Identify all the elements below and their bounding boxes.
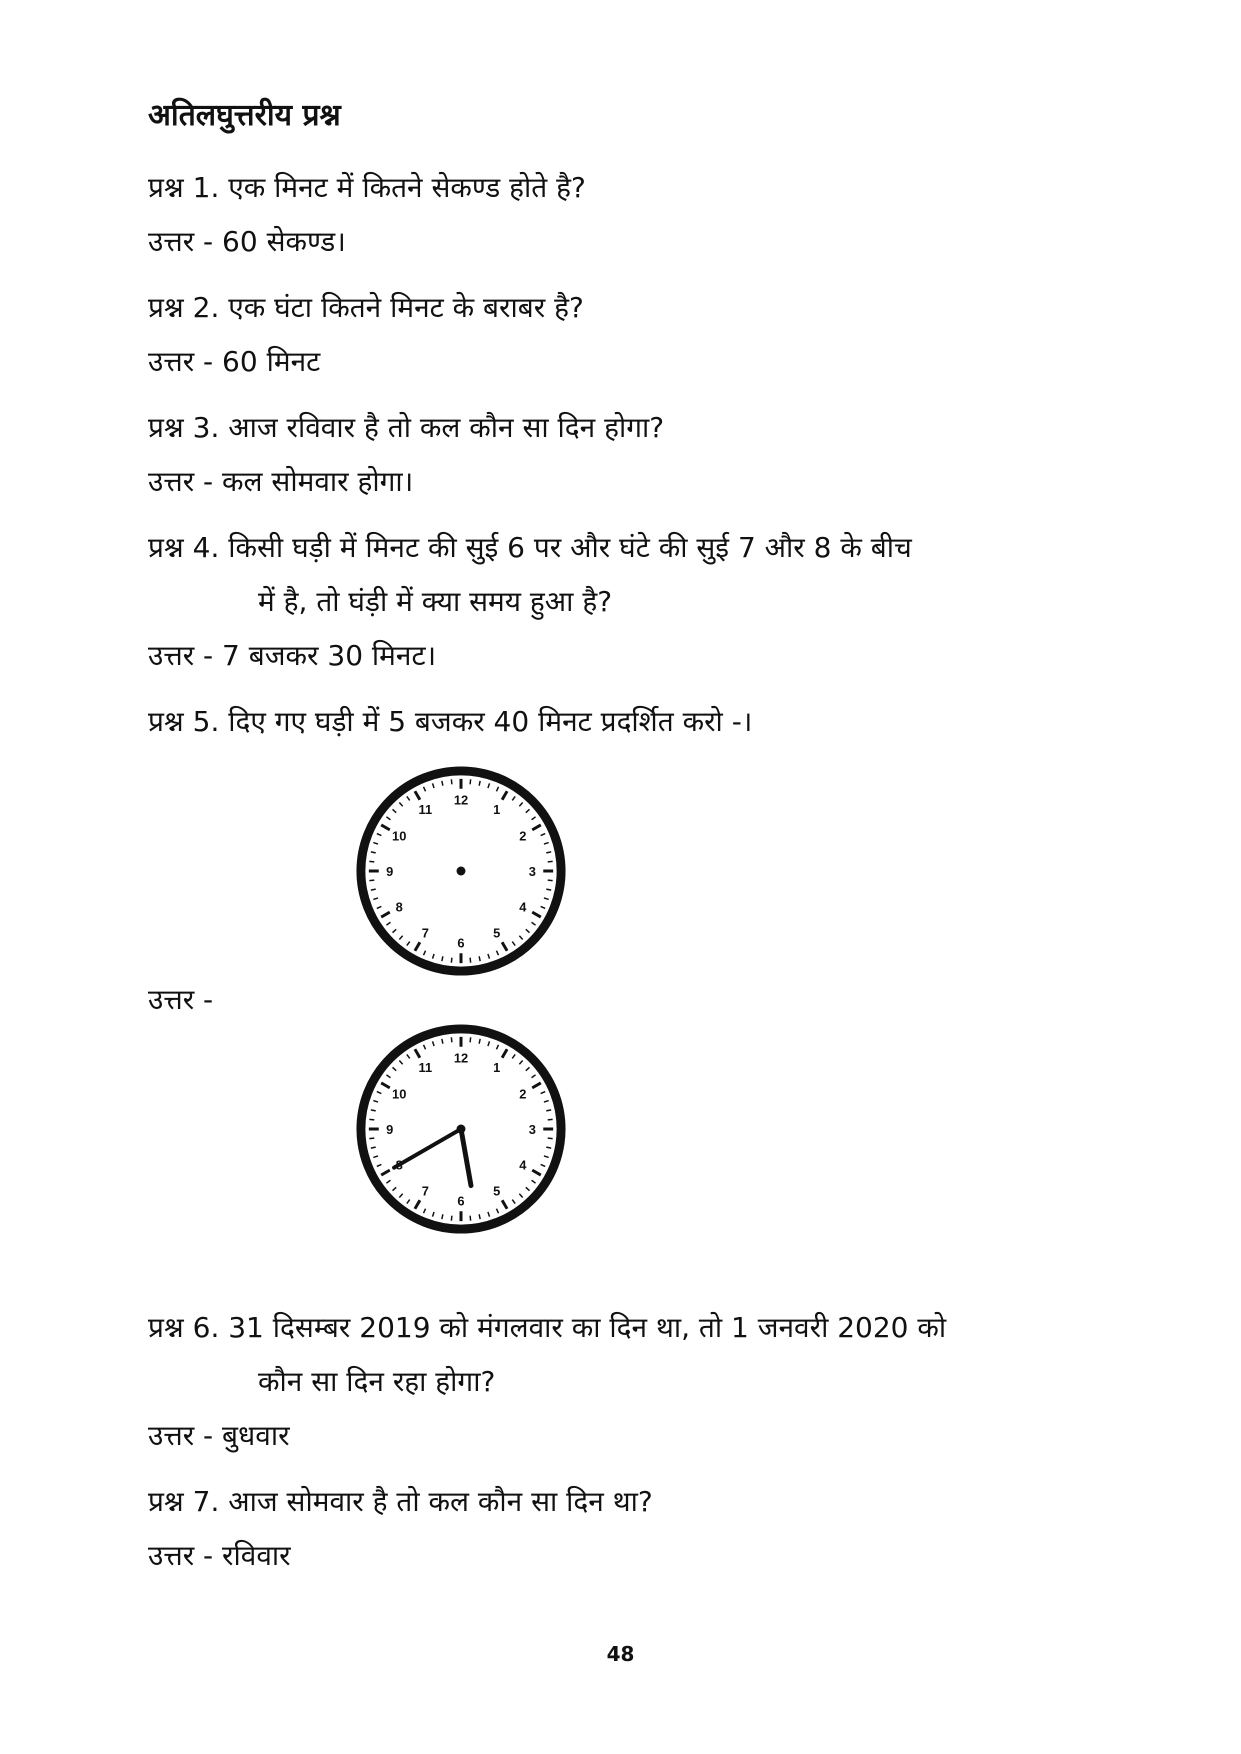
minute-tick — [470, 779, 471, 784]
question-5: प्रश्न 5. दिए गए घड़ी में 5 बजकर 40 मिनट प्रदर्शित करो -। — [148, 705, 753, 738]
minute-tick — [470, 1037, 471, 1042]
section-heading: अतिलघुत्तरीय प्रश्न — [148, 98, 341, 133]
question-6-line-2: कौन सा दिन रहा होगा? — [258, 1365, 496, 1398]
minute-tick — [546, 852, 551, 853]
clock-numeral: 7 — [421, 925, 429, 941]
clock-numeral: 3 — [528, 863, 536, 879]
minute-tick — [371, 852, 376, 853]
clock-numeral: 1 — [493, 1060, 501, 1076]
clock-numeral: 7 — [421, 1183, 429, 1199]
clock-numeral: 8 — [395, 899, 403, 915]
minute-tick — [470, 958, 471, 963]
minute-tick — [479, 1214, 480, 1219]
minute-tick — [470, 1216, 471, 1221]
minute-tick — [451, 1037, 452, 1042]
minute-tick — [451, 1216, 452, 1221]
clock-numeral: 11 — [418, 802, 433, 818]
question-3: प्रश्न 3. आज रविवार है तो कल कौन सा दिन होगा? — [148, 411, 665, 444]
clock-center-dot — [457, 867, 466, 876]
answer-7: उत्तर - रविवार — [148, 1539, 291, 1572]
clock-numeral: 10 — [392, 828, 407, 844]
answer-6: उत्तर - बुधवार — [148, 1419, 290, 1452]
minute-tick — [479, 781, 480, 786]
minute-tick — [369, 1138, 374, 1139]
question-6-line-1: प्रश्न 6. 31 दिसम्बर 2019 को मंगलवार का दिन था, तो 1 जनवरी 2020 को — [148, 1311, 947, 1344]
clock-numeral: 4 — [519, 899, 527, 915]
clock-numeral: 9 — [386, 1121, 394, 1137]
minute-tick — [442, 956, 443, 961]
clock-numeral: 12 — [453, 1050, 469, 1066]
clock-numeral: 2 — [519, 828, 527, 844]
minute-tick — [369, 861, 374, 862]
blank-clock-face — [352, 762, 570, 980]
clock-numeral: 12 — [453, 792, 469, 808]
answer-3: उत्तर - कल सोमवार होगा। — [148, 465, 414, 498]
clock-numeral: 6 — [457, 935, 465, 951]
clock-numeral: 5 — [493, 1183, 501, 1199]
minute-tick — [371, 1147, 376, 1148]
clock-numeral: 10 — [392, 1086, 407, 1102]
minute-tick — [369, 880, 374, 881]
clock-numeral: 2 — [519, 1086, 527, 1102]
answer-clock-face — [352, 1020, 570, 1238]
clock-numeral: 11 — [418, 1060, 433, 1076]
minute-tick — [548, 861, 553, 862]
minute-tick — [451, 779, 452, 784]
question-4-line-2: में है, तो घंड़ी में क्या समय हुआ है? — [258, 585, 613, 618]
minute-tick — [451, 958, 452, 963]
minute-tick — [442, 1214, 443, 1219]
clock-numeral: 1 — [493, 802, 501, 818]
minute-tick — [371, 1110, 376, 1111]
page-number: 48 — [606, 1642, 635, 1666]
minute-tick — [546, 889, 551, 890]
minute-tick — [479, 1039, 480, 1044]
question-2: प्रश्न 2. एक घंटा कितने मिनट के बराबर है? — [148, 291, 584, 324]
clock-numeral: 9 — [386, 863, 394, 879]
clock-numeral: 4 — [519, 1157, 527, 1173]
minute-tick — [371, 889, 376, 890]
answer-2: उत्तर - 60 मिनट — [148, 345, 321, 378]
clock-numeral: 6 — [457, 1193, 465, 1209]
minute-tick — [442, 1039, 443, 1044]
minute-tick — [548, 880, 553, 881]
question-1: प्रश्न 1. एक मिनट में कितने सेकण्ड होते है? — [148, 171, 586, 204]
question-7: प्रश्न 7. आज सोमवार है तो कल कौन सा दिन था? — [148, 1485, 653, 1518]
minute-tick — [546, 1147, 551, 1148]
answer-1: उत्तर - 60 सेकण्ड। — [148, 225, 346, 258]
minute-tick — [369, 1119, 374, 1120]
clock-numeral: 3 — [528, 1121, 536, 1137]
minute-tick — [546, 1110, 551, 1111]
minute-tick — [548, 1138, 553, 1139]
minute-tick — [548, 1119, 553, 1120]
clock-numeral: 5 — [493, 925, 501, 941]
minute-tick — [442, 781, 443, 786]
answer-4: उत्तर - 7 बजकर 30 मिनट। — [148, 639, 437, 672]
answer-5: उत्तर - — [148, 983, 214, 1016]
minute-tick — [479, 956, 480, 961]
question-4-line-1: प्रश्न 4. किसी घड़ी में मिनट की सुई 6 पर और घंटे की सुई 7 और 8 के बीच — [148, 531, 912, 564]
